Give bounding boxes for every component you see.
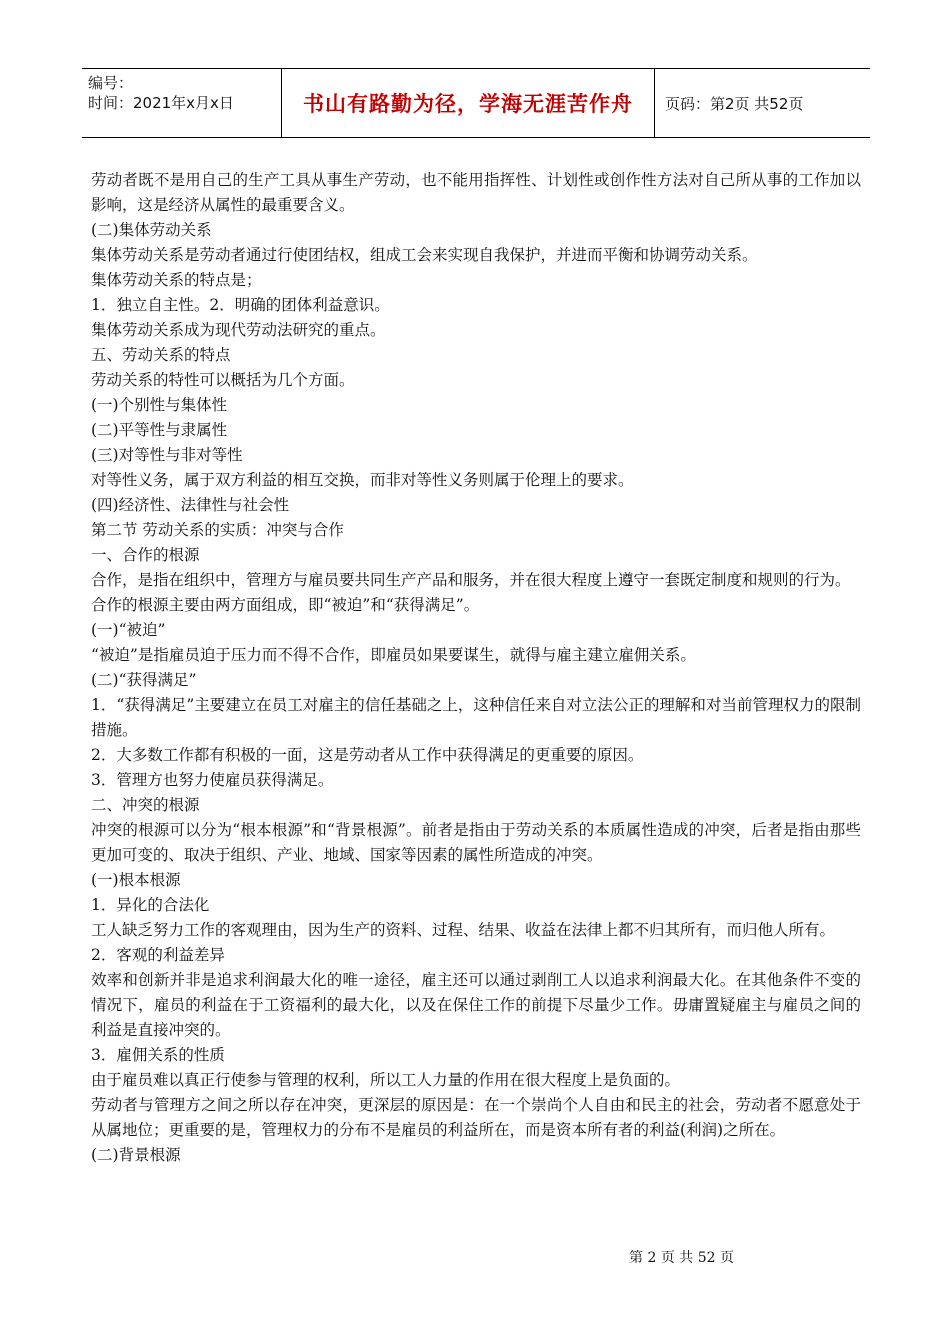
paragraph: 由于雇员难以真正行使参与管理的权利，所以工人力量的作用在很大程度上是负面的。 [91, 1071, 681, 1089]
paragraph: 效率和创新并非是追求利润最大化的唯一途径，雇主还可以通过剥削工人以追求利润最大化。在其他条件不变的情况下，雇员的利益在于工资福利的最大化，以及在保住工作的前提下尽量少工作。毋庸置疑雇主与雇员之间的利益是直接冲突的。 [91, 971, 861, 1039]
paragraph: (二)“获得满足” [91, 671, 197, 689]
document-number-label: 编号： [88, 74, 134, 92]
document-body [91, 168, 861, 1168]
paragraph: 1．“获得满足”主要建立在员工对雇主的信任基础之上，这种信任来自对立法公正的理解和对当前管理权力的限制措施。 [91, 696, 861, 739]
paragraph: 五、劳动关系的特点 [91, 346, 231, 364]
paragraph: 冲突的根源可以分为“根本根源”和“背景根源”。前者是指由于劳动关系的本质属性造成的冲突，后者是指由那些更加可变的、取决于组织、产业、地域、国家等因素的属性所造成的冲突。 [91, 821, 861, 864]
paragraph: 第二节 劳动关系的实质：冲突与合作 [91, 521, 344, 539]
paragraph: (二)平等性与隶属性 [91, 421, 228, 439]
paragraph: 集体劳动关系的特点是； [91, 271, 262, 289]
paragraph: 2．客观的利益差异 [91, 946, 225, 964]
paragraph: (四)经济性、法律性与社会性 [91, 496, 290, 514]
paragraph: 集体劳动关系是劳动者通过行使团结权，组成工会来实现自我保护，并进而平衡和协调劳动关系。 [91, 246, 758, 264]
paragraph: 合作，是指在组织中，管理方与雇员要共同生产产品和服务，并在很大程度上遵守一套既定制度和规则的行为。 [91, 571, 851, 589]
page-header [82, 68, 870, 138]
header-motto: 书山有路勤为径，学海无涯苦作舟 [282, 69, 655, 137]
header-page-number: 页码：第2页 共52页 [665, 94, 804, 113]
document-time-label: 时间：2021年x月x日 [88, 94, 234, 112]
header-meta [82, 69, 282, 137]
paragraph: 2．大多数工作都有积极的一面，这是劳动者从工作中获得满足的更重要的原因。 [91, 746, 644, 764]
paragraph: 3．管理方也努力使雇员获得满足。 [91, 771, 334, 789]
paragraph: 劳动者既不是用自己的生产工具从事生产劳动，也不能用指挥性、计划性或创作性方法对自己所从事的工作加以影响，这是经济从属性的最重要含义。 [91, 171, 861, 214]
paragraph: (一)“被迫” [91, 621, 166, 639]
paragraph: 工人缺乏努力工作的客观理由，因为生产的资料、过程、结果、收益在法律上都不归其所有，而归他人所有。 [91, 921, 836, 939]
paragraph: (二)集体劳动关系 [91, 221, 212, 239]
paragraph: (一)个别性与集体性 [91, 396, 228, 414]
paragraph: 劳动者与管理方之间之所以存在冲突，更深层的原因是：在一个崇尚个人自由和民主的社会，劳动者不愿意处于从属地位；更重要的是，管理权力的分布不是雇员的利益所在，而是资本所有者的利益(利润)之所在。 [91, 1096, 861, 1139]
paragraph: “被迫”是指雇员迫于压力而不得不合作，即雇员如果要谋生，就得与雇主建立雇佣关系。 [91, 646, 696, 664]
paragraph: 3．雇佣关系的性质 [91, 1046, 225, 1064]
paragraph: 对等性义务，属于双方利益的相互交换，而非对等性义务则属于伦理上的要求。 [91, 471, 634, 489]
paragraph: 一、合作的根源 [91, 546, 200, 564]
paragraph: (三)对等性与非对等性 [91, 446, 243, 464]
paragraph: (二)背景根源 [91, 1146, 181, 1164]
paragraph: 1．独立自主性。2．明确的团体利益意识。 [91, 296, 390, 314]
paragraph: 合作的根源主要由两方面组成，即“被迫”和“获得满足”。 [91, 596, 480, 614]
page-footer: 第 2 页 共 52 页 [629, 1250, 734, 1266]
paragraph: (一)根本根源 [91, 871, 181, 889]
paragraph: 1．异化的合法化 [91, 896, 210, 914]
paragraph: 二、冲突的根源 [91, 796, 200, 814]
paragraph: 劳动关系的特性可以概括为几个方面。 [91, 371, 355, 389]
paragraph: 集体劳动关系成为现代劳动法研究的重点。 [91, 321, 386, 339]
